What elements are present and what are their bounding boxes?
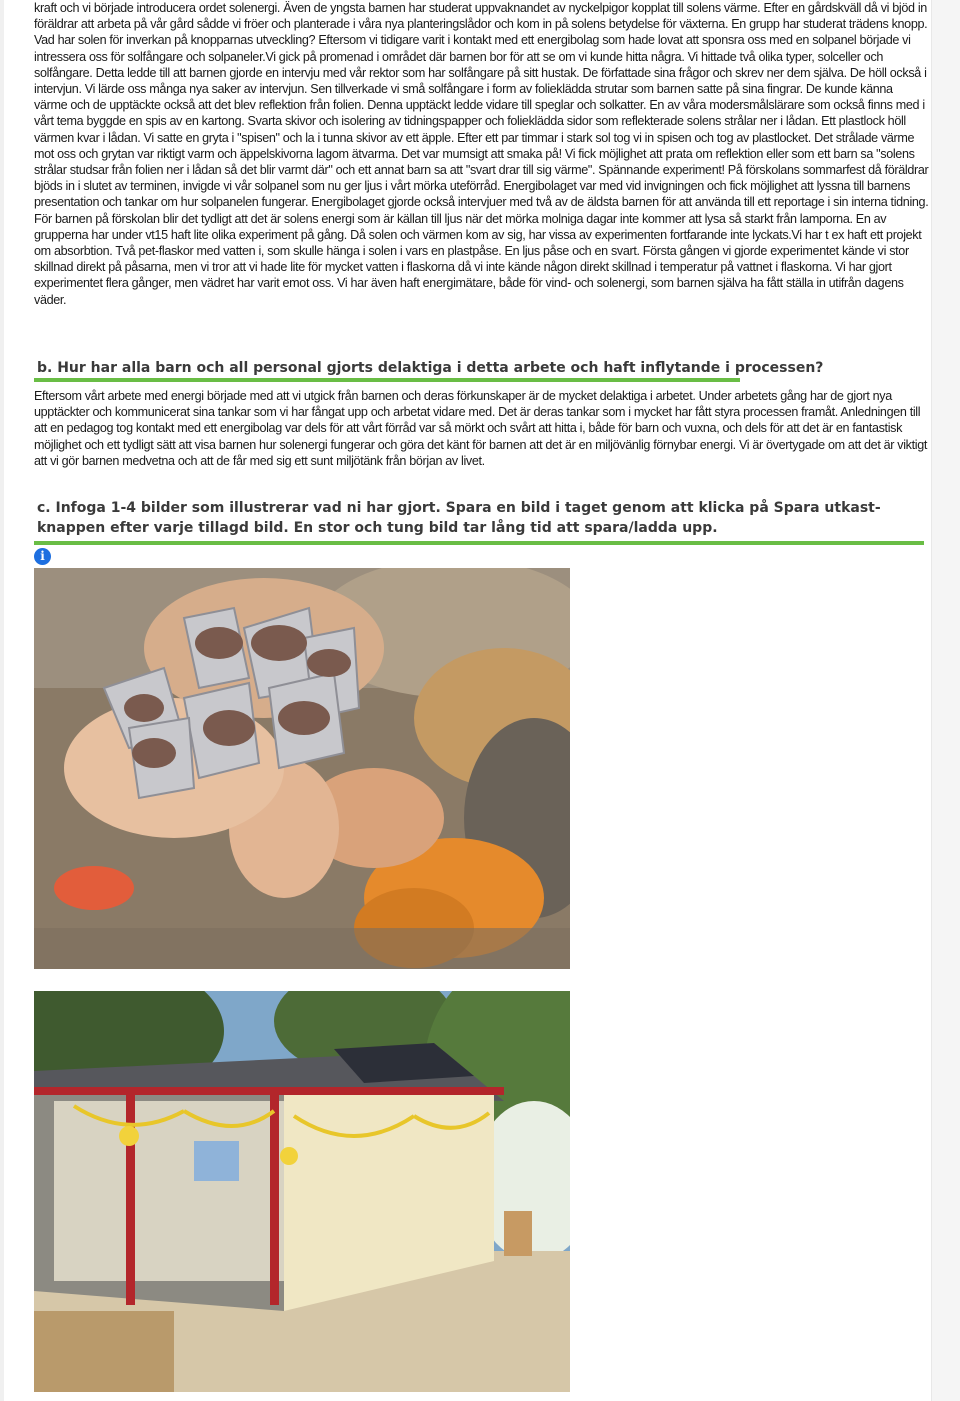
question-b-heading: b. Hur har alla barn och all personal gjorts delaktiga i detta arbete och haft inflytande i processen? — [37, 360, 824, 376]
page-scroll-gutter — [931, 0, 960, 1401]
info-icon[interactable]: i — [34, 548, 51, 565]
answer-b-paragraph: Eftersom vårt arbete med energi började med att vi utgick från barnen och deras förkunskaper är de mycket delaktiga i arbetet. Under arbetets gång har de gjort nya upptäckter och kommunicerat sina tankar som vi har fångat upp och arbetat vidare med. Det är deras tankar som i mycket har fått styra processen framåt. Anledningen till att en pedagog tog kontakt med ett energibolag var dels för att vårt förråd var så mörkt och svårt att hitta i, både för barn och vuxna, och dels för att det är en fantastisk möjlighet och ett tydligt sätt att visa barnen hur solenergi fungerar och göra det känt för barnen att det är en miljövänlig förnybar energi. Vi är övertygade om att det är viktigt att vi gör barnen medvetna och att de får med sig ett sunt miljötänk från början av livet. — [34, 389, 928, 468]
question-b-underline — [34, 378, 740, 382]
intro-paragraph: kraft och vi började introducera ordet solenergi. Även de yngsta barnen har studerat uppvaknandet av nyckelpigor kopplat till solens värme. Efter en gårdskväll då vi bjöd in föräldrar att arbeta på vår gård sådde vi fröer och planterade i våra nya planteringslådor och kom in på solens betydelse för växterna. En grupp har studerat trädens knopp. Vad har solen för inverkan på knopparnas utveckling? Eftersom vi tidigare varit i kontakt med ett energibolag som hade lovat att sponsra oss med en solpanel började vi intressera oss för solfångare och solpaneler.Vi gick på promenad i området där barnen bor för att se om vi kunde hitta några. Vi hittade två olika typer, solceller och solfångare. Detta ledde till att barnen gjorde en intervju med vår rektor som har solfångare på sitt hustak. De författade sina frågor och skrev ner dem själva. De höll också i intervjun. Vi lärde oss många nya saker av intervjun. Sen tillverkade vi små solfångare i form av folieklädda strutar som barnen satte på sina fingrar. De kunde känna värme och de upptäckte också att det blev reflektion från folien. Denna upptäckt ledde vidare till speglar och solkatter. En av våra modersmålslärare som också finns med i vårt tema byggde en spis av en kartong. Svarta skivor och isolering av tidningspapper och folieklädda sidor som reflekterade solens strålar ner i lådan. Ett plastlock höll värmen kvar i lådan. Vi satte en gryta i "spisen" och la i tunna skivor av ett äpple. Efter ett par timmar i stark sol tog vi in spisen och tog av plastlocket. Det strålade värme mot oss och grytan var riktigt varm och äppelskivorna lagom ätvarma. Det var mumsigt att smaka på! Vi fick möjlighet att prata om reflektion eller som ett barn sa "solens strålar studsar från folien ner i lådan så det blir varmt där" och ett annat barn sa att "svart drar till sig värme". Spännande experiment! På förskolans sommarfest då föräldrar bjöds in i slutet av terminen, invigde vi vår solpanel som nu ger ljus i vårt mörka uteförråd. Energibolaget var med vid invigningen och fick möjlighet att lyssna till barnens presentation och tankar om hur solpanelen fungerar. Energibolaget gjorde också intervjuer med två av de äldsta barnen för att använda till ett reportage i sin interna tidning. För barnen på förskolan blir det tydligt att det är solens energi som är källan till ljus när det mörka molniga dagar inte kommer att lysa så starkt från lamporna. En av grupperna har under vt15 haft lite olika experiment på gång. Då solen och värmen kom av sig, har vissa av experimenten fortfarande inte lyckats.Vi har t ex haft ett projekt om absorbtion. Två pet-flaskor med vatten i, som skulle hänga i solen i vars en plastpåse. En ljus påse och en svart. Första gången vi gjorde experimentet kände vi stor skillnad direkt på påsarna, men vi tror att vi hade lite för mycket vatten i flaskorna då vi inte kände någon direkt skillnad i temperatur på vattnet i flaskorna. Vi har gjort experimentet flera gånger, men vädret har varit emot oss. Vi har även haft energimätare, både för vind- och solenergi, som barnen själva ha fått ställa in utifrån dagens väder. — [34, 1, 929, 307]
photo-foil-cones — [34, 568, 570, 969]
question-c-heading: c. Infoga 1-4 bilder som illustrerar vad ni har gjort. Spara en bild i taget genom att klicka på Spara utkast-knappen efter varje tillagd bild. En stor och tung bild tar lång tid att spara/ladda upp. — [37, 500, 881, 536]
page-left-edge — [0, 0, 4, 1401]
photo-storage-shed — [34, 991, 570, 1392]
question-c-underline — [34, 541, 924, 545]
